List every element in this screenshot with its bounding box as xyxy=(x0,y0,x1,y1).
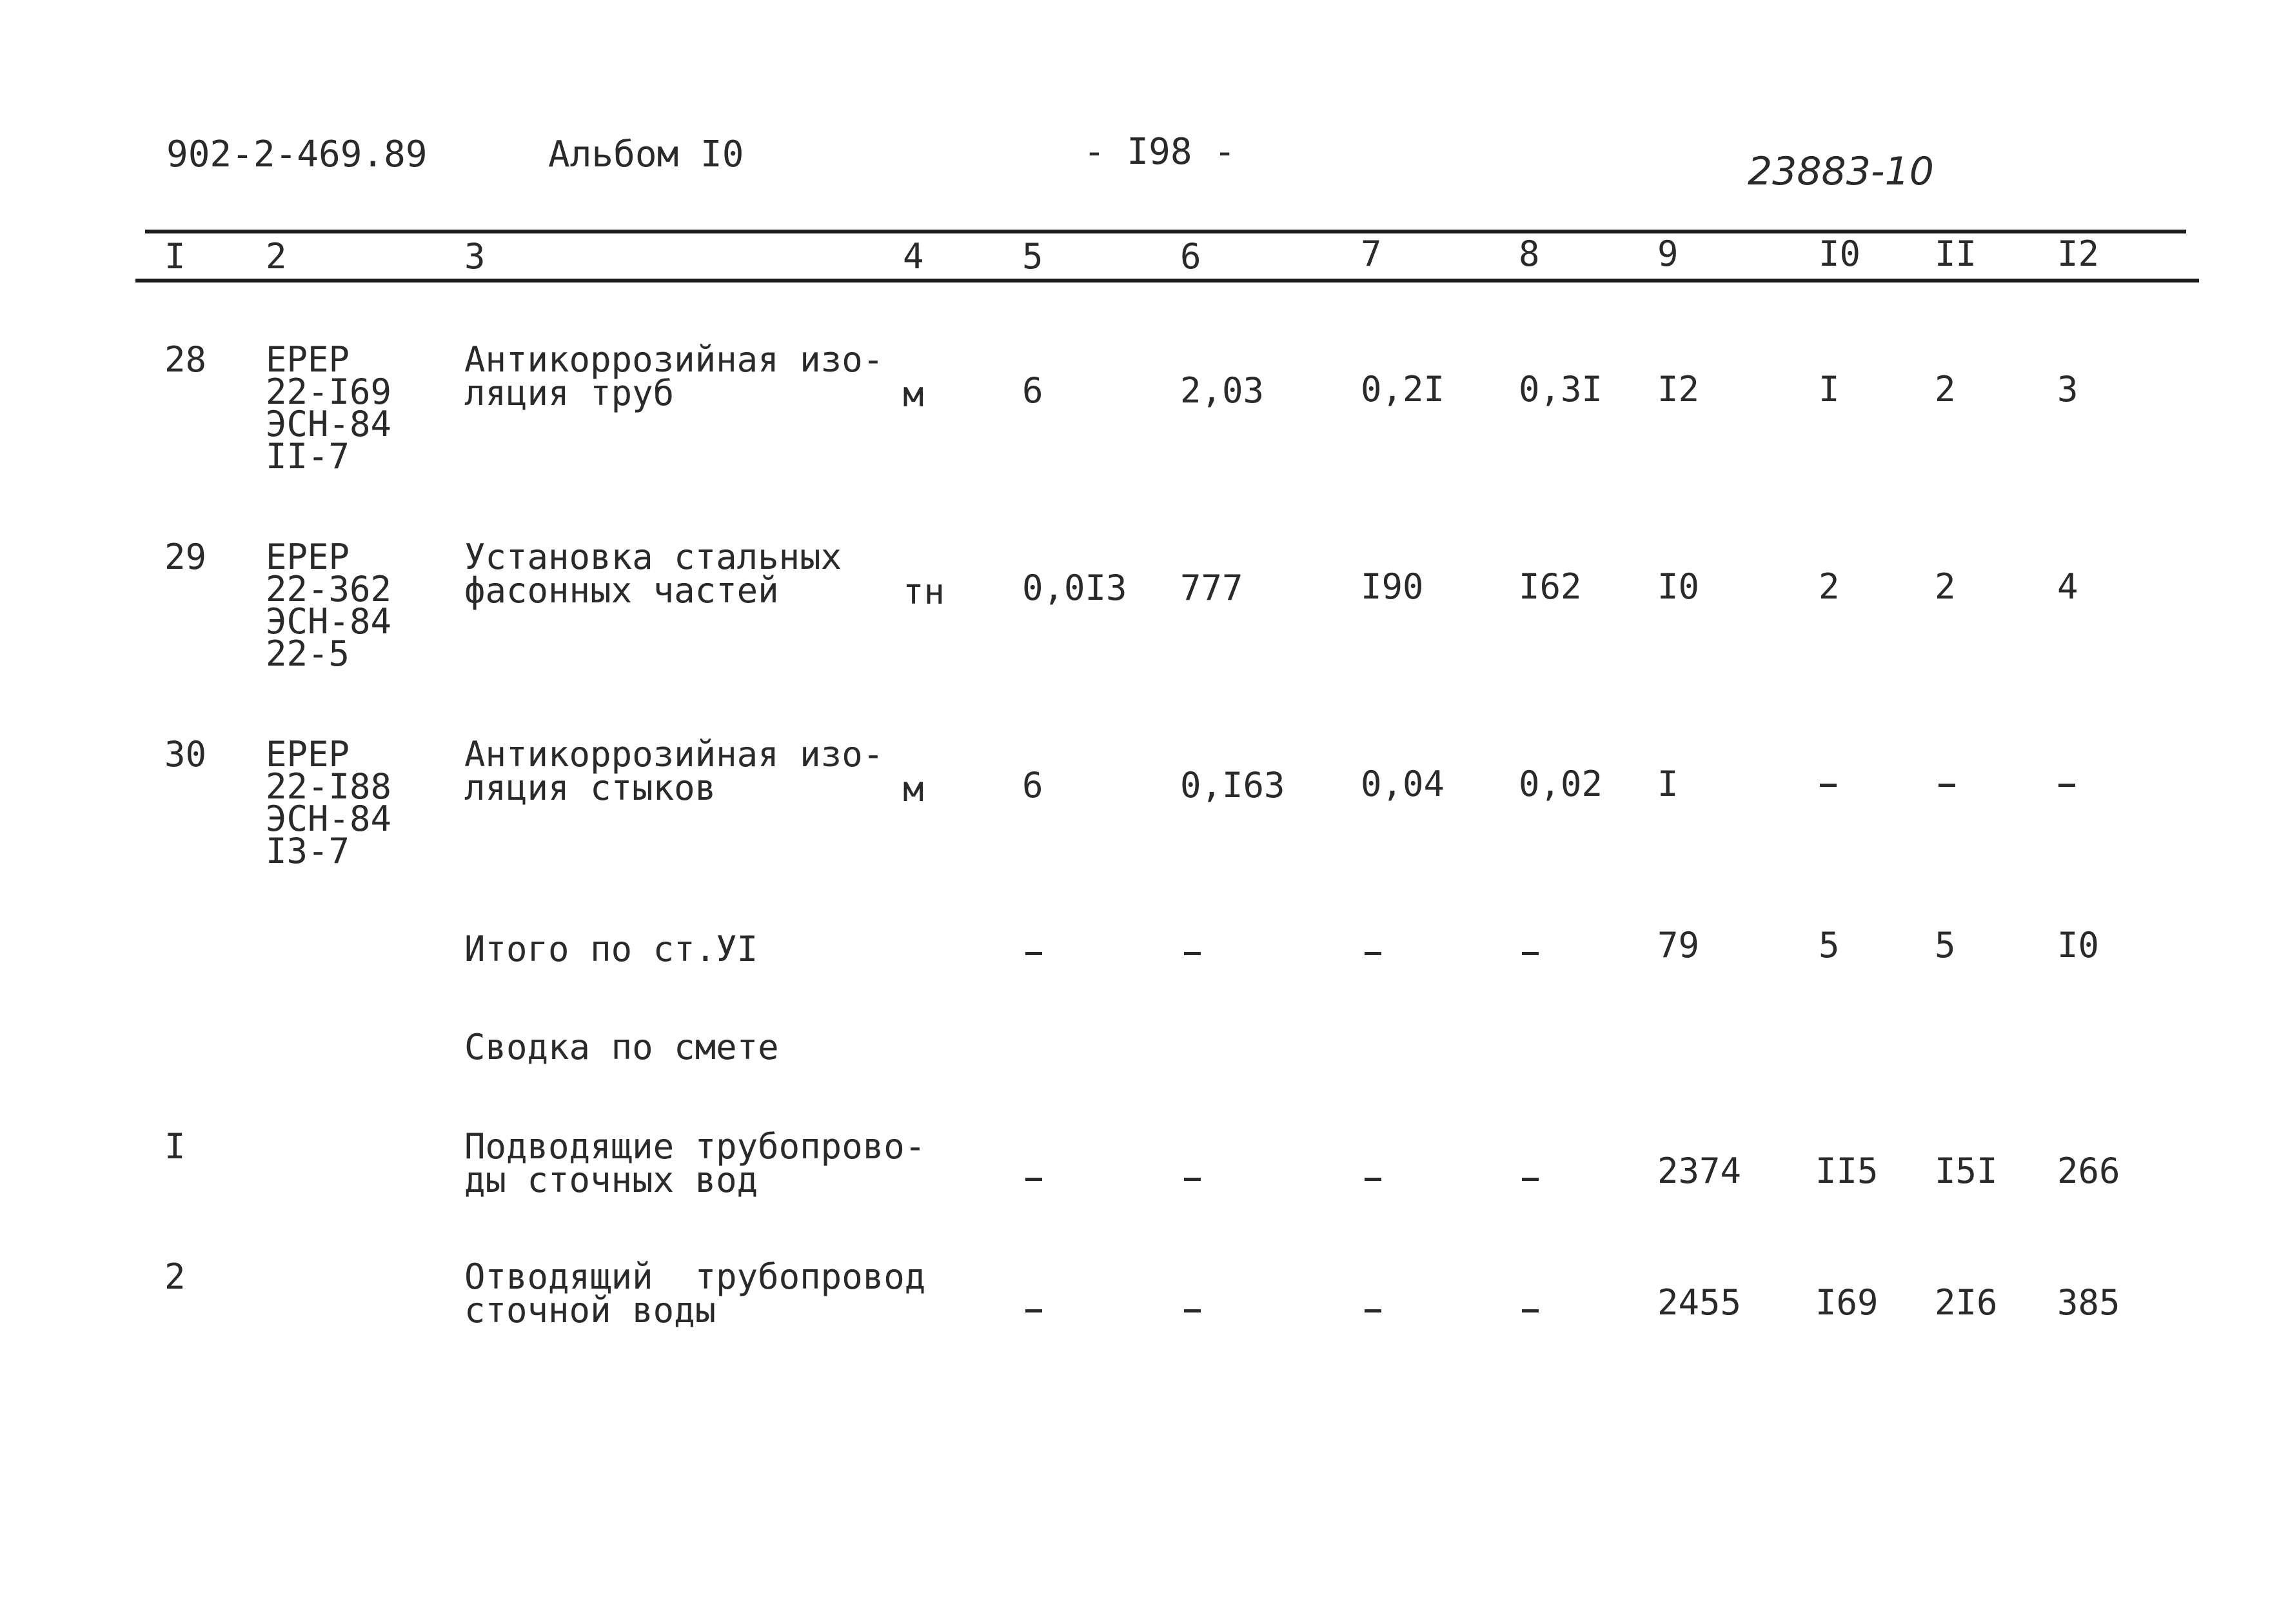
work-name-line: ляция стыков xyxy=(464,767,716,808)
work-name-line: Антикоррозийная изо- xyxy=(464,734,884,775)
summary-col-9: 2455 xyxy=(1657,1282,1742,1323)
rate-code-line: ЕРЕР xyxy=(266,537,350,577)
value-col-8: I62 xyxy=(1519,566,1582,607)
empty-dash xyxy=(1820,784,1837,787)
col-header-10: I0 xyxy=(1819,233,1861,274)
value-col-7: I90 xyxy=(1361,566,1424,607)
rate-code-line: 22-5 xyxy=(266,633,350,674)
summary-number: 2 xyxy=(164,1256,186,1297)
empty-dash xyxy=(1025,1309,1042,1312)
quantity: 6 xyxy=(1022,765,1043,806)
summary-name-line: Подводящие трубопрово- xyxy=(464,1126,926,1167)
summary-col-11: 2I6 xyxy=(1935,1282,1998,1323)
summary-number: I xyxy=(164,1126,186,1167)
rate-code-line: ЭСН-84 xyxy=(266,798,392,839)
value-col-11: 2 xyxy=(1935,566,1956,607)
work-name-line: Антикоррозийная изо- xyxy=(464,339,884,380)
summary-col-9: 2374 xyxy=(1657,1151,1742,1191)
total-col-9: 79 xyxy=(1657,925,1700,965)
unit: м xyxy=(903,769,924,809)
document-code: 902-2-469.89 xyxy=(166,134,428,175)
empty-dash xyxy=(1939,784,1955,787)
unit: м xyxy=(903,374,924,415)
album-label: Альбом I0 xyxy=(548,134,744,175)
rate-code-line: I3-7 xyxy=(266,831,350,871)
header-top-rule xyxy=(145,230,2186,233)
rate-code-line: 22-I69 xyxy=(266,371,392,412)
summary-col-12: 385 xyxy=(2057,1282,2120,1323)
unit: тн xyxy=(903,571,945,612)
value-col-6: 0,I63 xyxy=(1180,765,1285,806)
rate-code-line: II-7 xyxy=(266,436,350,477)
col-header-11: II xyxy=(1935,233,1977,274)
rate-code-line: ЕРЕР xyxy=(266,734,350,775)
row-number: 30 xyxy=(164,734,207,775)
summary-title: Сводка по смете xyxy=(464,1027,779,1067)
empty-dash xyxy=(1365,1309,1381,1312)
row-number: 29 xyxy=(164,537,207,577)
page-number: - I98 - xyxy=(1083,131,1236,173)
value-col-9: I xyxy=(1657,764,1679,804)
total-col-11: 5 xyxy=(1935,925,1956,965)
empty-dash xyxy=(1522,1178,1539,1181)
col-header-12: I2 xyxy=(2057,233,2100,274)
value-col-9: I0 xyxy=(1657,566,1700,607)
quantity: 6 xyxy=(1022,370,1043,411)
value-col-10: I xyxy=(1819,369,1840,410)
empty-dash xyxy=(1522,952,1539,955)
value-col-12: 3 xyxy=(2057,369,2078,410)
col-header-7: 7 xyxy=(1361,233,1382,274)
empty-dash xyxy=(1025,1178,1042,1181)
value-col-10: 2 xyxy=(1819,566,1840,607)
col-header-2: 2 xyxy=(266,236,287,277)
summary-name-line: Отводящий трубопровод xyxy=(464,1256,926,1297)
summary-name-line: ды сточных вод xyxy=(464,1160,758,1200)
archive-stamp: 23883-10 xyxy=(1748,149,1934,194)
value-col-7: 0,04 xyxy=(1361,764,1445,804)
rate-code-line: ЭСН-84 xyxy=(266,404,392,444)
empty-dash xyxy=(1184,1309,1201,1312)
work-name-line: ляция труб xyxy=(464,373,675,413)
summary-col-12: 266 xyxy=(2057,1151,2120,1191)
col-header-3: 3 xyxy=(464,236,486,277)
work-name-line: фасонных частей xyxy=(464,570,779,611)
value-col-11: 2 xyxy=(1935,369,1956,410)
empty-dash xyxy=(1522,1309,1539,1312)
empty-dash xyxy=(1025,952,1042,955)
value-col-12: 4 xyxy=(2057,566,2078,607)
rate-code-line: ЕРЕР xyxy=(266,339,350,380)
value-col-8: 0,02 xyxy=(1519,764,1603,804)
col-header-9: 9 xyxy=(1657,233,1679,274)
value-col-6: 777 xyxy=(1180,568,1243,608)
quantity: 0,0I3 xyxy=(1022,568,1127,608)
value-col-8: 0,3I xyxy=(1519,369,1603,410)
rate-code-line: ЭСН-84 xyxy=(266,601,392,642)
empty-dash xyxy=(2058,784,2075,787)
value-col-6: 2,03 xyxy=(1180,370,1265,411)
empty-dash xyxy=(1365,952,1381,955)
empty-dash xyxy=(1365,1178,1381,1181)
rate-code-line: 22-I88 xyxy=(266,766,392,807)
work-name-line: Установка стальных xyxy=(464,537,842,577)
total-col-12: I0 xyxy=(2057,925,2100,965)
total-col-10: 5 xyxy=(1819,925,1840,965)
summary-col-10: II5 xyxy=(1815,1151,1879,1191)
value-col-7: 0,2I xyxy=(1361,369,1445,410)
col-header-5: 5 xyxy=(1022,236,1043,277)
col-header-8: 8 xyxy=(1519,233,1540,274)
empty-dash xyxy=(1184,952,1201,955)
summary-col-10: I69 xyxy=(1815,1282,1879,1323)
rate-code-line: 22-362 xyxy=(266,569,392,609)
row-number: 28 xyxy=(164,339,207,380)
total-label: Итого по ст.УI xyxy=(464,929,758,969)
empty-dash xyxy=(1184,1178,1201,1181)
col-header-1: I xyxy=(164,236,186,277)
value-col-9: I2 xyxy=(1657,369,1700,410)
summary-col-11: I5I xyxy=(1935,1151,1998,1191)
summary-name-line: сточной воды xyxy=(464,1290,716,1331)
header-bottom-rule xyxy=(135,279,2199,282)
col-header-6: 6 xyxy=(1180,236,1201,277)
col-header-4: 4 xyxy=(903,236,924,277)
